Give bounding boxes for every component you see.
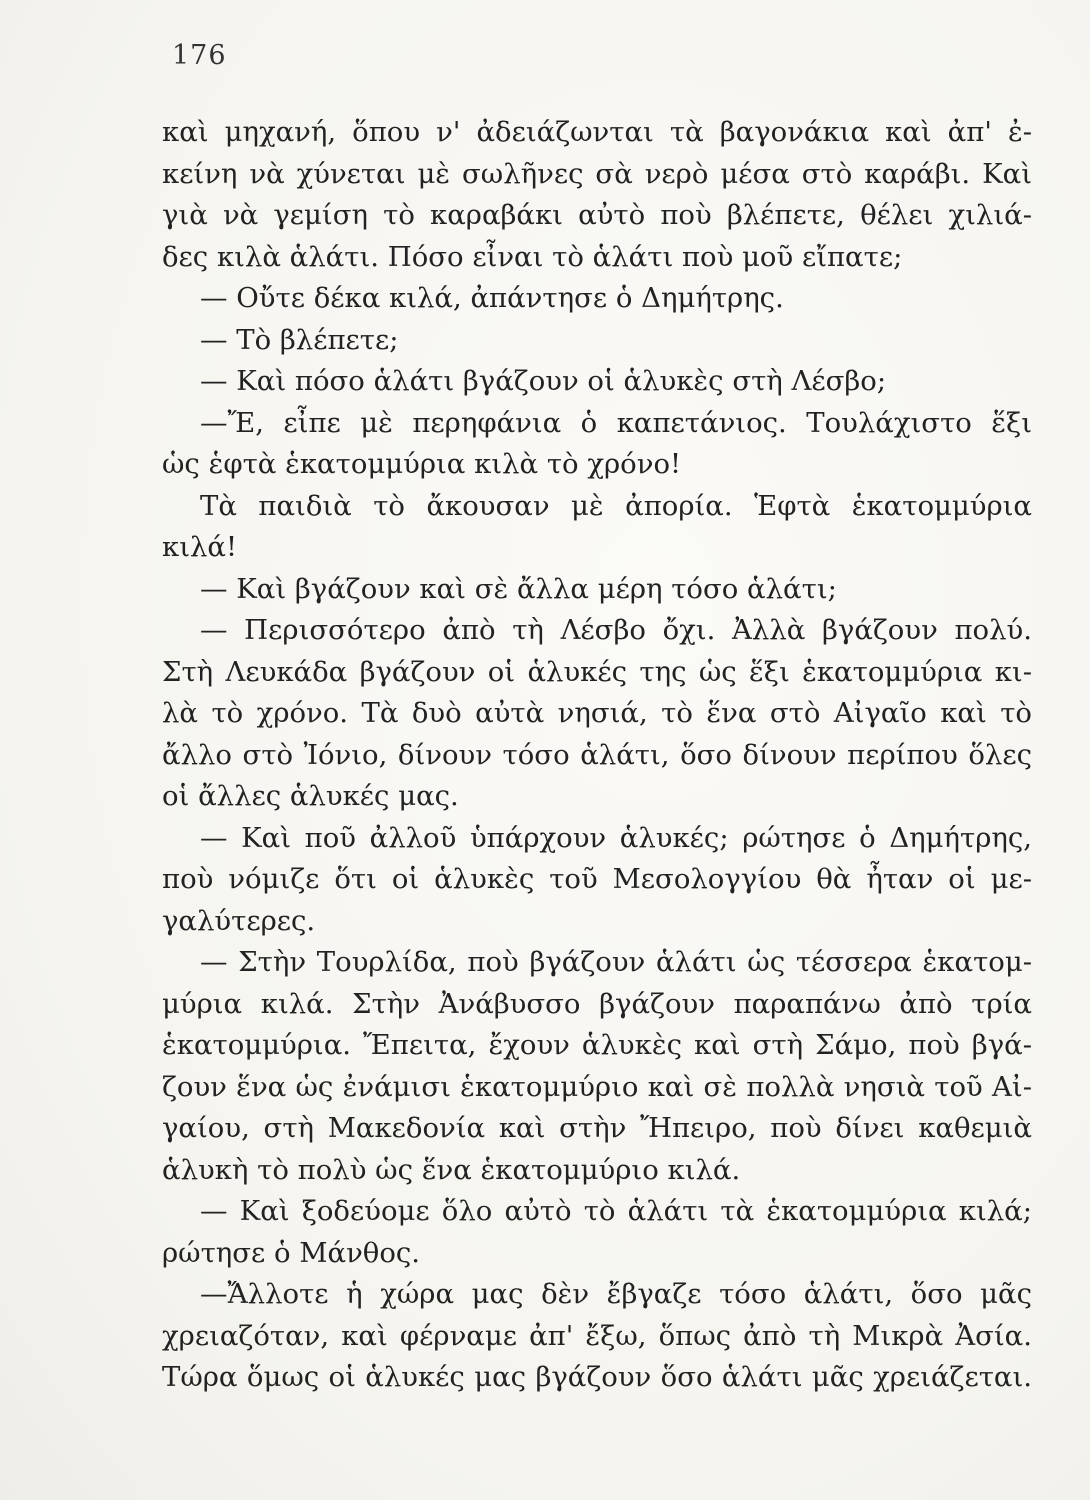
text-line: — Καὶ πόσο ἁλάτι βγάζουν οἱ ἁλυκὲς στὴ Λέσβο; [200, 365, 887, 397]
text-line: δες κιλὰ ἁλάτι. Πόσο εἶναι τὸ ἁλάτι ποὺ μοῦ εἴπατε; [162, 240, 903, 273]
text-line: — Καὶ ποῦ ἀλλοῦ ὑπάρχουν ἁλυκές; ρώτησε ὁ Δημήτρης, [200, 821, 1032, 854]
text-line: — Στὴν Τουρλίδα, ποὺ βγάζουν ἁλάτι ὡς τέσσερα ἑκατομ- [200, 946, 1032, 978]
text-line: καὶ μηχανή, ὅπου ν' ἀδειάζωνται τὰ βαγονάκια καὶ ἀπ' ἐ- [162, 116, 1032, 148]
page-number: 176 [172, 40, 227, 71]
text-line: Τώρα ὅμως οἱ ἁλυκές μας βγάζουν ὅσο ἁλάτι μᾶς χρειάζεται. [162, 1361, 1032, 1393]
text-line: Στὴ Λευκάδα βγάζουν οἱ ἁλυκές της ὡς ἕξι ἑκατομμύρια κι- [162, 655, 1032, 688]
text-line: λὰ τὸ χρόνο. Τὰ δυὸ αὐτὰ νησιά, τὸ ἕνα στὸ Αἰγαῖο καὶ τὸ [162, 697, 1032, 729]
text-line: ποὺ νόμιζε ὅτι οἱ ἁλυκὲς τοῦ Μεσολογγίου θὰ ἦταν οἱ με- [162, 863, 1032, 895]
text-line: — Περισσότερο ἀπὸ τὴ Λέσβο ὄχι. Ἀλλὰ βγάζουν πολύ. [200, 614, 1032, 646]
text-line: οἱ ἄλλες ἁλυκές μας. [162, 780, 459, 812]
text-line: ὡς ἑφτὰ ἑκατομμύρια κιλὰ τὸ χρόνο! [162, 448, 682, 480]
text-line: ἑκατομμύρια. Ἔπειτα, ἔχουν ἁλυκὲς καὶ στὴ Σάμο, ποὺ βγά- [162, 1029, 1032, 1061]
text-line: χρειαζόταν, καὶ φέρναμε ἀπ' ἔξω, ὅπως ἀπὸ τὴ Μικρὰ Ἀσία. [162, 1319, 1032, 1352]
text-line: ρώτησε ὁ Μάνθος. [162, 1236, 421, 1269]
text-line: ἄλλο στὸ Ἰόνιο, δίνουν τόσο ἁλάτι, ὅσο δίνουν περίπου ὅλες [162, 738, 1032, 771]
text-line: ἁλυκὴ τὸ πολὺ ὡς ἕνα ἑκατομμύριο κιλά. [162, 1153, 741, 1186]
text-line: γαίου, στὴ Μακεδονία καὶ στὴν Ἤπειρο, ποὺ δίνει καθεμιὰ [162, 1112, 1032, 1144]
text-line: — Καὶ ξοδεύομε ὅλο αὐτὸ τὸ ἁλάτι τὰ ἑκατομμύρια κιλά; [200, 1195, 1032, 1227]
text-line: κείνη νὰ χύνεται μὲ σωλῆνες σὰ νερὸ μέσα στὸ καράβι. Καὶ [162, 157, 1032, 190]
text-line: κιλά! [162, 531, 238, 563]
text-line: γιὰ νὰ γεμίση τὸ καραβάκι αὐτὸ ποὺ βλέπετε, θέλει χιλιά- [162, 199, 1032, 231]
body-text [162, 112, 1032, 1399]
text-line: — Οὔτε δέκα κιλά, ἀπάντησε ὁ Δημήτρης. [200, 282, 784, 314]
text-line: —Ἄλλοτε ἡ χώρα μας δὲν ἔβγαζε τόσο ἁλάτι, ὅσο μᾶς [200, 1278, 1032, 1310]
text-line: γαλύτερες. [162, 904, 316, 937]
text-line: ζουν ἕνα ὡς ἐνάμισι ἑκατομμύριο καὶ σὲ πολλὰ νησιὰ τοῦ Αἰ- [162, 1070, 1032, 1103]
text-line: — Τὸ βλέπετε; [200, 323, 399, 356]
text-line: μύρια κιλά. Στὴν Ἀνάβυσσο βγάζουν παραπάνω ἀπὸ τρία [162, 987, 1032, 1020]
text-line: — Καὶ βγάζουν καὶ σὲ ἄλλα μέρη τόσο ἁλάτι; [200, 572, 837, 605]
text-line: Τὰ παιδιὰ τὸ ἄκουσαν μὲ ἀπορία. Ἑφτὰ ἑκατομμύρια [200, 489, 1032, 522]
text-line: —Ἔ, εἶπε μὲ περηφάνια ὁ καπετάνιος. Τουλάχιστο ἕξι [200, 406, 1032, 439]
